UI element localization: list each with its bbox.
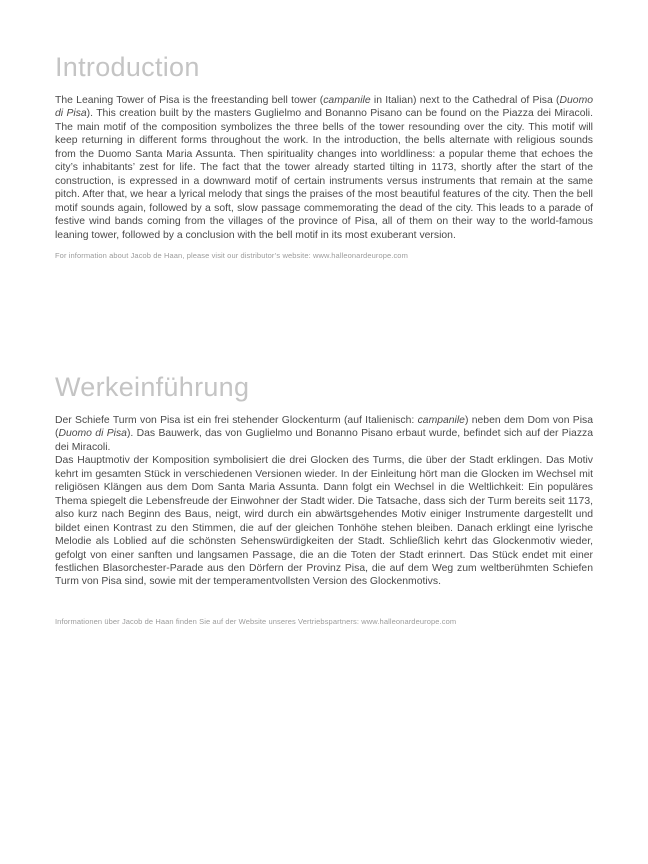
introduction-body: [55, 94, 593, 242]
werkeinfuehrung-paragraph-1: Der Schiefe Turm von Pisa ist ein frei stehender Glockenturm (auf Italienisch: campanile) neben dem Dom von Pisa (Duomo di Pisa). Das Bauwerk, das von Guglielmo und Bonanno Pisano erbaut wurde, befindet sich auf der Piazza dei Miracoli.: [55, 415, 594, 453]
distributor-note-de: Informationen über Jacob de Haan finden Sie auf der Website unseres Vertriebspartners: www.halleonardeurope.com: [55, 617, 457, 626]
distributor-note-en: For information about Jacob de Haan, please visit our distributor’s website: www.halleonardeurope.com: [55, 251, 408, 260]
werkeinfuehrung-body: [55, 414, 593, 589]
werkeinfuehrung-heading: Werkeinführung: [55, 372, 250, 402]
werkeinfuehrung-paragraph-2: Das Hauptmotiv der Komposition symbolisiert die drei Glocken des Turms, die über der Stadt erklingen. Das Motiv kehrt im gesamten Stück in verschiedenen Versionen wieder. In der Einleitung hört man die Glocken im Wechsel mit religiösen Klängen aus dem Dom Santa Maria Assunta. Dann folgt ein Wechsel in die Weltlichkeit: Ein populäres Thema spiegelt die Lebensfreude der Einwohner der Stadt wider. Die Tatsache, dass sich der Turm bereits seit 1173, also kurz nach Beginn des Baus, neigt, wird durch ein abwärtsgehendes Motiv einiger Instrumente dargestellt und bildet einen Kontrast zu den Stimmen, die auf der gleichen Tonhöhe stehen bleiben. Danach erklingt eine lyrische Melodie als Loblied auf die schönsten Sehenswürdigkeiten der Stadt. Schließlich kehrt das Glockenmotiv wieder, gefolgt von einer sanften und langsamen Passage, die an die Toten der Stadt erinnert. Das Stück endet mit einer festlichen Blasorchester-Parade aus den Dörfern der Provinz Pisa, die auf dem Weg zum weltberühmten Schiefen Turm von Pisa sind, sowie mit der temperamentvollsten Version des Glockenmotivs.: [55, 455, 593, 588]
introduction-paragraph: The Leaning Tower of Pisa is the freestanding bell tower (campanile in Italian) next to the Cathedral of Pisa (Duomo di Pisa). This creation built by the masters Guglielmo and Bonanno Pisano can be found on the Piazza dei Miracoli. The main motif of the composition symbolizes the three bells of the tower resounding over the city. This motif will keep returning in different forms throughout the work. In the introduction, the bells alternate with religious sounds from the Duomo Santa Maria Assunta. Then spirituality changes into worldliness: a popular theme that echoes the city’s inhabitants’ zest for life. The fact that the tower already started tilting in 1173, shortly after the start of the construction, is expressed in a downward motif of certain instruments versus instruments that remain at the same pitch. After that, we hear a lyrical melody that sings the praises of the most beautiful features of the city. Then the bell motif sounds again, followed by a soft, slow passage commemorating the dead of the city. This leads to a parade of festive wind bands coming from the villages of the province of Pisa, all of them on their way to the world-famous leaning tower, followed by a conclusion with the bell motif in its most exuberant version.: [55, 95, 594, 241]
introduction-heading: Introduction: [55, 52, 200, 82]
